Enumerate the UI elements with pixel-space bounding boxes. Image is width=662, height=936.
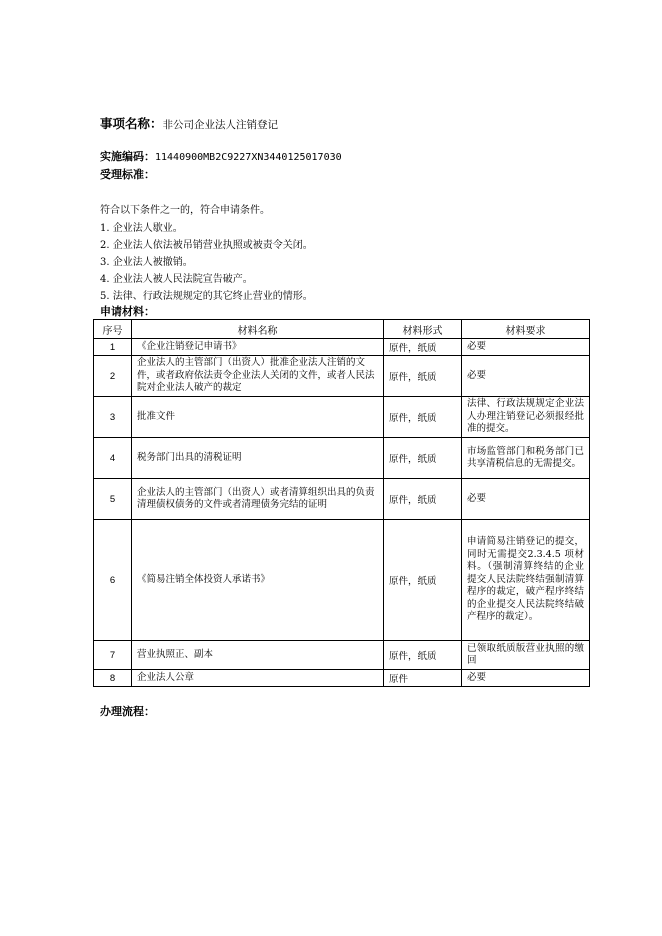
row-form: 原件，纸质 [384, 397, 462, 438]
row-req: 法律、行政法规规定企业法人办理注销登记必须报经批准的提交。 [462, 397, 590, 438]
row-form: 原件，纸质 [384, 479, 462, 520]
acceptance-standard-line [100, 166, 155, 182]
item-name-line [100, 114, 278, 132]
condition-item: 3. 企业法人被撤销。 [100, 257, 193, 268]
condition-item: 1. 企业法人歇业。 [100, 223, 183, 234]
materials-label: 申请材料： [100, 305, 155, 318]
row-name: 《企业注销登记申请书》 [132, 339, 384, 356]
header-form: 材料形式 [384, 320, 462, 339]
header-req: 材料要求 [462, 320, 590, 339]
table-row [94, 356, 590, 397]
table-header-row [94, 320, 590, 339]
row-req: 必要 [462, 479, 590, 520]
row-no: 5 [94, 479, 132, 520]
table-row [94, 670, 590, 687]
implementation-code-value: 11440900MB2C9227XN3440125017030 [155, 152, 342, 163]
row-req: 市场监管部门和税务部门已共享清税信息的无需提交。 [462, 438, 590, 479]
conditions-intro: 符合以下条件之一的，符合申请条件。 [100, 205, 270, 216]
row-name: 企业法人公章 [132, 670, 384, 687]
table-row [94, 339, 590, 356]
row-name: 企业法人的主管部门（出资人）批准企业法人注销的文件，或者政府依法责令企业法人关闭的文件，或者人民法院对企业法人破产的裁定 [132, 356, 384, 397]
row-name: 营业执照正、副本 [132, 641, 384, 670]
process-line [100, 703, 155, 719]
table-row [94, 520, 590, 641]
condition-item: 4. 企业法人被人民法院宣告破产。 [100, 274, 253, 285]
row-req: 必要 [462, 356, 590, 397]
row-no: 8 [94, 670, 132, 687]
row-name: 《简易注销全体投资人承诺书》 [132, 520, 384, 641]
row-no: 1 [94, 339, 132, 356]
row-name: 税务部门出具的清税证明 [132, 438, 384, 479]
row-name: 批准文件 [132, 397, 384, 438]
table-row [94, 397, 590, 438]
row-form: 原件 [384, 670, 462, 687]
table-row [94, 479, 590, 520]
row-no: 6 [94, 520, 132, 641]
row-req: 申请简易注销登记的提交，同时无需提交2.3.4.5 项材料。（强制清算终结的企业提交人民法院终结强制清算程序的裁定，破产程序终结的企业提交人民法院终结破产程序的裁定）。 [462, 520, 590, 641]
row-no: 2 [94, 356, 132, 397]
row-no: 3 [94, 397, 132, 438]
row-req: 必要 [462, 339, 590, 356]
row-form: 原件，纸质 [384, 641, 462, 670]
row-form: 原件，纸质 [384, 438, 462, 479]
row-no: 4 [94, 438, 132, 479]
implementation-code-label: 实施编码： [100, 150, 155, 163]
row-form: 原件，纸质 [384, 339, 462, 356]
acceptance-standard-label: 受理标准： [100, 168, 155, 181]
row-req: 必要 [462, 670, 590, 687]
row-form: 原件，纸质 [384, 356, 462, 397]
row-name: 企业法人的主管部门（出资人）或者清算组织出具的负责清理债权债务的文件或者清理债务完结的证明 [132, 479, 384, 520]
implementation-code-line [100, 148, 342, 164]
row-form: 原件，纸质 [384, 520, 462, 641]
item-name-label: 事项名称： [100, 116, 163, 131]
table-row [94, 641, 590, 670]
materials-line [100, 303, 155, 319]
row-req: 已领取纸质版营业执照的缴回 [462, 641, 590, 670]
condition-item: 5. 法律、行政法规规定的其它终止营业的情形。 [100, 291, 313, 302]
condition-item: 2. 企业法人依法被吊销营业执照或被责令关闭。 [100, 240, 313, 251]
process-label: 办理流程： [100, 705, 155, 718]
row-no: 7 [94, 641, 132, 670]
table-row [94, 438, 590, 479]
materials-table [93, 319, 590, 687]
header-no: 序号 [94, 320, 132, 339]
item-name-value: 非公司企业法人注销登记 [162, 119, 279, 131]
header-name: 材料名称 [132, 320, 384, 339]
